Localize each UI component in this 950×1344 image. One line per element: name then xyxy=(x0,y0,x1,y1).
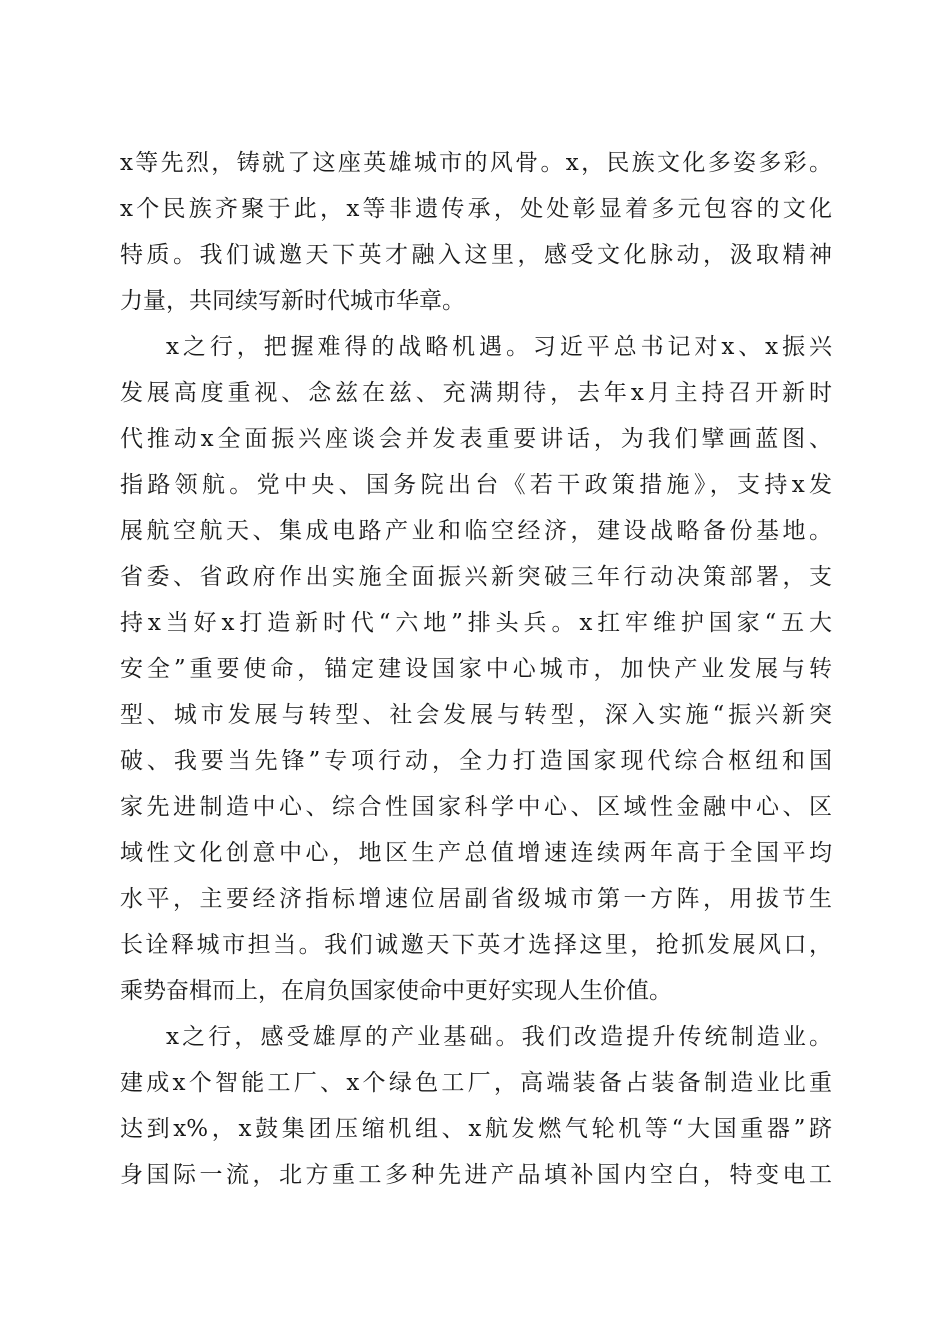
paragraph-first-line: x之行，把握难得的战略机遇。习近平总书记对x、x振兴 xyxy=(166,334,832,360)
text-line: 持x当好x打造新时代“六地”排头兵。x扛牢维护国家“五大 xyxy=(120,610,832,636)
text-line: 乘势奋楫而上，在肩负国家使命中更好实现人生价值。 xyxy=(120,978,672,1004)
text-line: 发展高度重视、念兹在兹、充满期待，去年x月主持召开新时 xyxy=(120,380,832,406)
text-line: 代推动x全面振兴座谈会并发表重要讲话，为我们擘画蓝图、 xyxy=(120,426,832,452)
text-line: 长诠释城市担当。我们诚邀天下英才选择这里，抢抓发展风口， xyxy=(120,932,832,958)
paragraph-first-line: x之行，感受雄厚的产业基础。我们改造提升传统制造业。 xyxy=(166,1024,832,1050)
text-line: 身国际一流，北方重工多种先进产品填补国内空白，特变电工 xyxy=(120,1162,832,1188)
text-line: 达到x%，x鼓集团压缩机组、x航发燃气轮机等“大国重器”跻 xyxy=(120,1116,832,1142)
text-line: x个民族齐聚于此，x等非遗传承，处处彰显着多元包容的文化 xyxy=(120,196,832,222)
text-line: 域性文化创意中心，地区生产总值增速连续两年高于全国平均 xyxy=(120,840,832,866)
text-line: 型、城市发展与转型、社会发展与转型，深入实施“振兴新突 xyxy=(120,702,832,728)
text-line: 特质。我们诚邀天下英才融入这里，感受文化脉动，汲取精神 xyxy=(120,242,832,268)
text-line: 建成x个智能工厂、x个绿色工厂，高端装备占装备制造业比重 xyxy=(120,1070,832,1096)
body-text xyxy=(120,140,832,1198)
text-line: x等先烈，铸就了这座英雄城市的风骨。x，民族文化多姿多彩。 xyxy=(120,150,832,176)
text-line: 破、我要当先锋”专项行动，全力打造国家现代综合枢纽和国 xyxy=(120,748,832,774)
text-line: 展航空航天、集成电路产业和临空经济，建设战略备份基地。 xyxy=(120,518,832,544)
text-line: 省委、省政府作出实施全面振兴新突破三年行动决策部署，支 xyxy=(120,564,832,590)
text-line: 力量，共同续写新时代城市华章。 xyxy=(120,288,465,314)
text-line: 水平，主要经济指标增速位居副省级城市第一方阵，用拔节生 xyxy=(120,886,832,912)
text-line: 指路领航。党中央、国务院出台《若干政策措施》，支持x发 xyxy=(120,472,832,498)
text-line: 安全”重要使命，锚定建设国家中心城市，加快产业发展与转 xyxy=(120,656,832,682)
text-line: 家先进制造中心、综合性国家科学中心、区域性金融中心、区 xyxy=(120,794,832,820)
